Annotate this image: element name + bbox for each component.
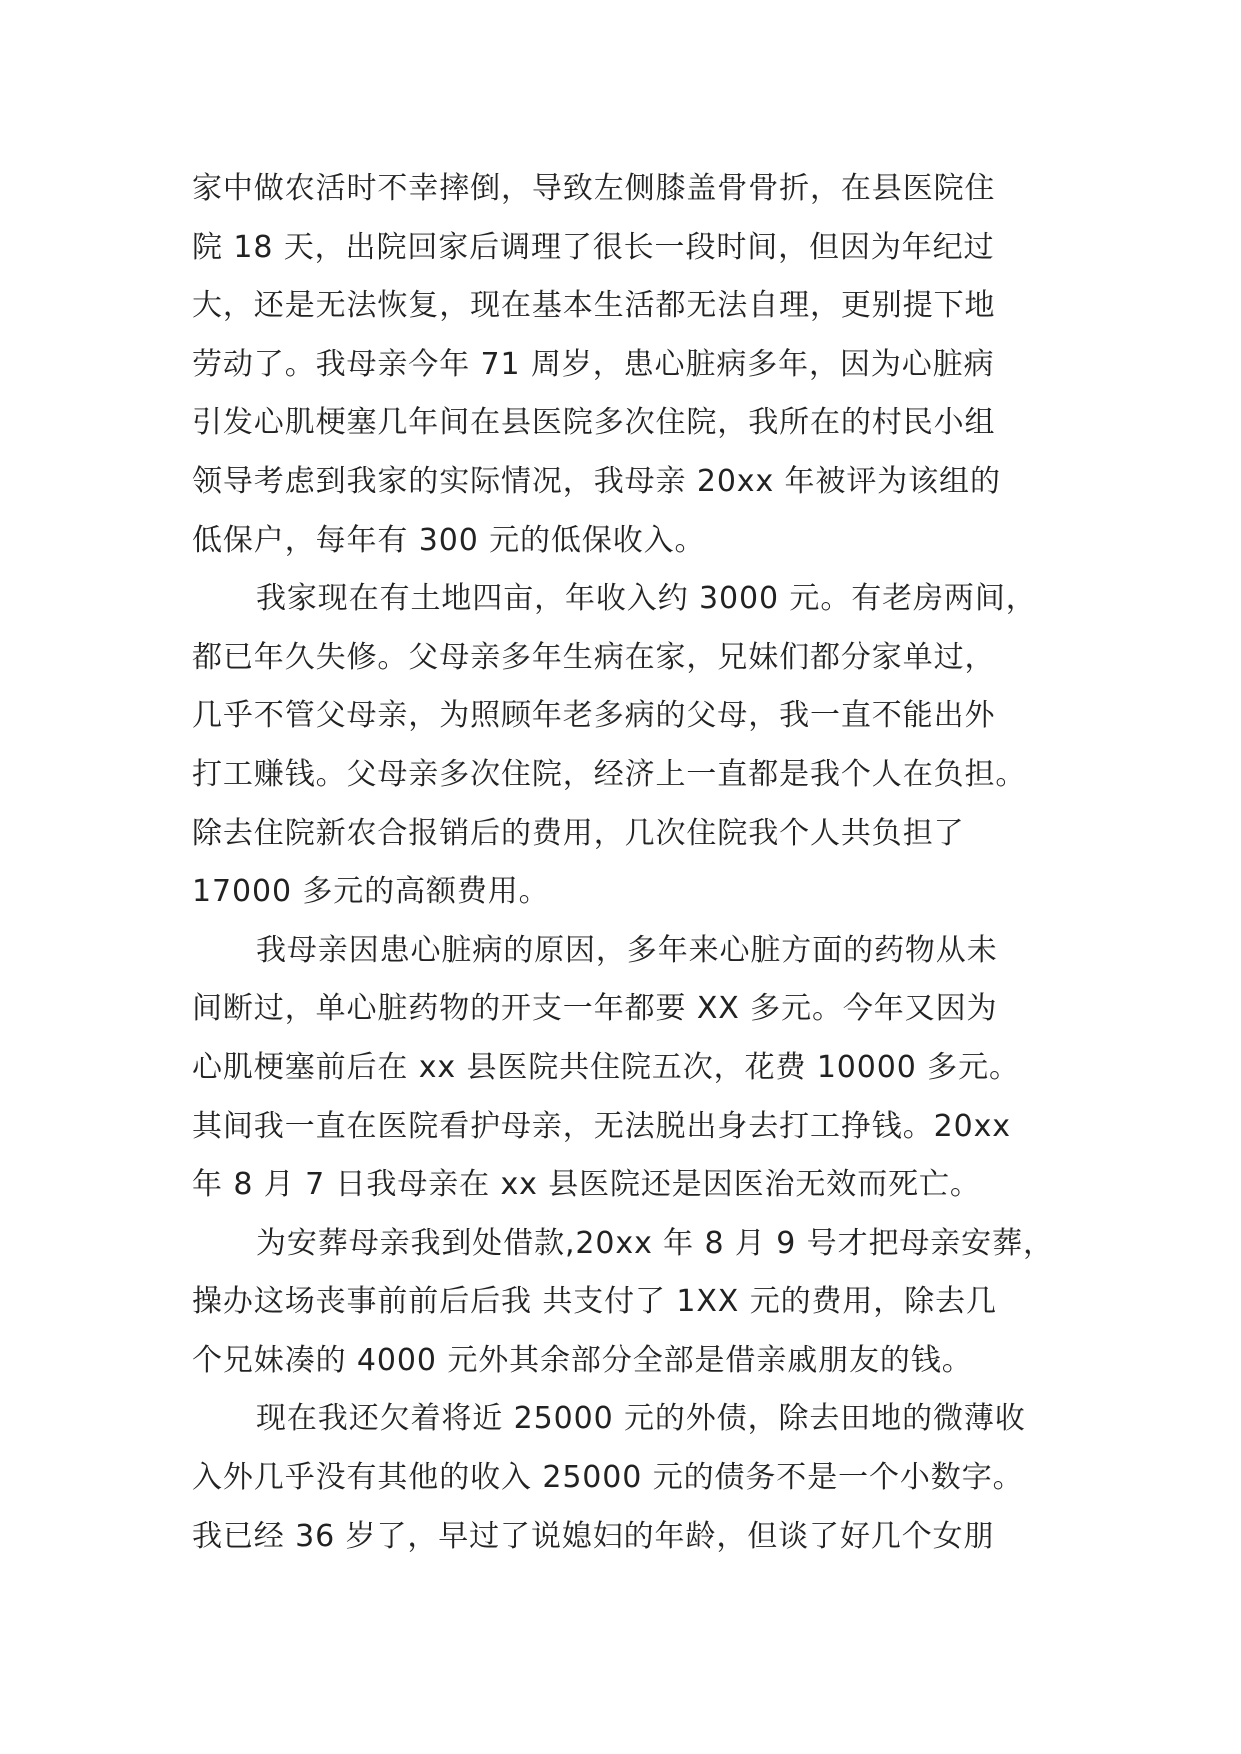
text-line: 引发心肌梗塞几年间在县医院多次住院，我所在的村民小组: [192, 405, 996, 441]
text-line: 心肌梗塞前后在 xx 县医院共住院五次，花费 10000 多元。: [192, 1049, 1020, 1085]
text-line: 17000 多元的高额费用。: [192, 874, 550, 910]
text-line: 除去住院新农合报销后的费用，几次住院我个人共负担了: [192, 815, 965, 851]
text-line: 家中做农活时不幸摔倒，导致左侧膝盖骨骨折，在县医院住: [192, 171, 996, 206]
text-line: 院 18 天，出院回家后调理了很长一段时间，但因为年纪过: [192, 229, 995, 265]
text-line: 间断过，单心脏药物的开支一年都要 XX 多元。今年又因为: [192, 991, 998, 1027]
text-line: 操办这场丧事前前后后我 共支付了 1XX 元的费用，除去几: [192, 1284, 997, 1320]
text-line: 其间我一直在医院看护母亲，无法脱出身去打工挣钱。20xx: [192, 1108, 1011, 1144]
text-line: 低保户，每年有 300 元的低保收入。: [192, 522, 706, 558]
text-line: 几乎不管父母亲，为照顾年老多病的父母，我一直不能出外: [192, 698, 996, 734]
document-body: [192, 160, 1092, 1566]
text-line: 入外几乎没有其他的收入 25000 元的债务不是一个小数字。: [192, 1460, 1024, 1496]
paragraph-first-line: 我母亲因患心脏病的原因，多年来心脏方面的药物从未: [256, 932, 998, 968]
text-line: 我已经 36 岁了，早过了说媳妇的年龄，但谈了好几个女朋: [192, 1518, 995, 1554]
paragraph-first-line: 我家现在有土地四亩，年收入约 3000 元。有老房两间，: [256, 581, 1037, 617]
text-line: 个兄妹凑的 4000 元外其余部分全部是借亲戚朋友的钱。: [192, 1342, 973, 1378]
text-line: 大，还是无法恢复，现在基本生活都无法自理，更别提下地: [192, 288, 996, 324]
text-line: 都已年久失修。父母亲多年生病在家，兄妹们都分家单过，: [192, 639, 996, 675]
text-line: 领导考虑到我家的实际情况，我母亲 20xx 年被评为该组的: [192, 463, 1001, 499]
text-line: 打工赚钱。父母亲多次住院，经济上一直都是我个人在负担。: [192, 756, 1027, 792]
text-line: 劳动了。我母亲今年 71 周岁，患心脏病多年，因为心脏病: [192, 346, 995, 382]
paragraph-first-line: 现在我还欠着将近 25000 元的外债，除去田地的微薄收: [256, 1401, 1026, 1437]
text-line: 年 8 月 7 日我母亲在 xx 县医院还是因医治无效而死亡。: [192, 1167, 981, 1203]
paragraph-first-line: 为安葬母亲我到处借款,20xx 年 8 月 9 号才把母亲安葬，: [256, 1225, 1054, 1261]
